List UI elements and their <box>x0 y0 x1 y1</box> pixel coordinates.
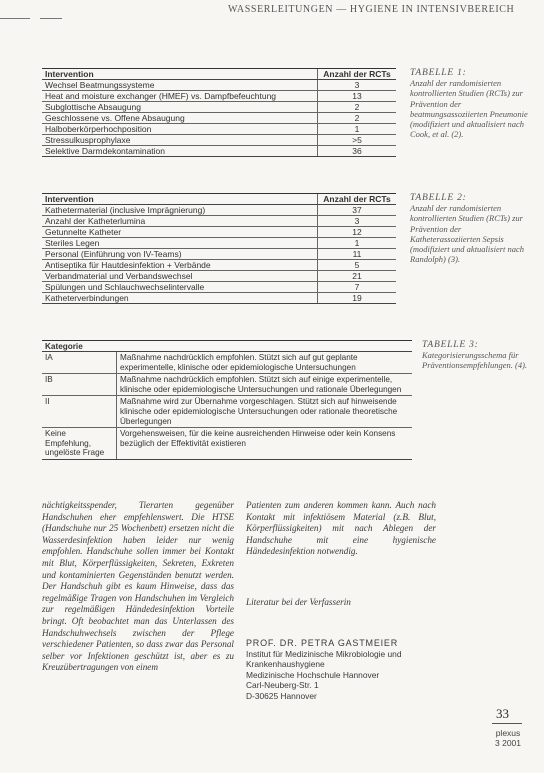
rct-count-cell: 19 <box>318 293 397 304</box>
table-header-category: Kategorie <box>42 341 412 352</box>
table-header-intervention: Intervention <box>42 69 318 80</box>
table-1 <box>42 68 396 157</box>
category-description: Maßnahme wird zur Übernahme vorgeschlagen. Stützt sich auf hinweisende klinische oder epidemiologische Untersuchungen oder rationale theoretische Überlegungen <box>117 396 413 428</box>
table-3 <box>42 340 412 460</box>
table-row <box>42 216 396 227</box>
rct-count-cell: 3 <box>318 80 397 91</box>
header-rule <box>40 18 62 19</box>
running-head: WASSERLEITUNGEN — HYGIENE IN INTENSIVBEREICH <box>228 4 515 15</box>
intervention-cell: Subglottische Absaugung <box>42 102 318 113</box>
table-row <box>42 135 396 146</box>
intervention-cell: Stressulkusprophylaxe <box>42 135 318 146</box>
category-code: IA <box>42 352 117 374</box>
caption-text: Kategorisierungsschema für Präventionsempfehlungen. (4). <box>422 350 528 371</box>
table-row <box>42 249 396 260</box>
rct-count-cell: 13 <box>318 91 397 102</box>
rct-count-cell: 37 <box>318 205 397 216</box>
intervention-cell: Wechsel Beatmungssysteme <box>42 80 318 91</box>
table-row <box>42 396 412 428</box>
intervention-cell: Halboberkörperhochposition <box>42 124 318 135</box>
intervention-cell: Antiseptika für Hautdesinfektion + Verbände <box>42 260 318 271</box>
author-address-line: Carl-Neuberg-Str. 1 <box>246 680 319 691</box>
category-code: Keine Empfehlung, ungelöste Frage <box>42 428 117 460</box>
caption-text: Anzahl der randomisierten kontrollierten Studien (RCTs) zur Prävention der beatmungsassoziierten Pneumonie (modifiziert und aktualisiert nach Cook, et al. (2). <box>410 78 528 140</box>
intervention-cell: Geschlossene vs. Offene Absaugung <box>42 113 318 124</box>
rct-count-cell: >5 <box>318 135 397 146</box>
journal-info <box>490 728 526 748</box>
table-row <box>42 374 412 396</box>
rct-count-cell: 2 <box>318 113 397 124</box>
caption-text: Anzahl der randomisierten kontrollierten Studien (RCTs) zur Prävention der Katheterassoziierten Sepsis (modifiziert und aktualisiert nach Randolph) (3). <box>410 203 525 265</box>
table-2-caption <box>410 193 532 264</box>
table-row <box>42 113 396 124</box>
table-header-count: Anzahl der RCTs <box>318 194 397 205</box>
table-2 <box>42 193 396 304</box>
category-description: Vorgehensweisen, für die keine ausreichenden Hinweise oder kein Konsens bezüglich der Effektivität existieren <box>117 428 413 460</box>
author-address-line: Institut für Medizinische Mikrobiologie und <box>246 648 402 659</box>
intervention-cell: Anzahl der Katheterlumina <box>42 216 318 227</box>
caption-title: TABELLE 3: <box>422 340 479 350</box>
caption-title: TABELLE 1: <box>410 68 467 78</box>
rct-count-cell: 5 <box>318 260 397 271</box>
author-address-line: Krankenhaushygiene <box>246 659 325 670</box>
table-row <box>42 146 396 157</box>
category-description: Maßnahme nachdrücklich empfohlen. Stützt sich auf einige experimentelle, klinische oder epidemiologische Untersuchungen und rationale Überlegungen <box>117 374 413 396</box>
table-3-caption <box>422 340 534 371</box>
literature-note: Literatur bei der Verfasserin <box>246 597 351 607</box>
table-row <box>42 238 396 249</box>
rct-count-cell: 1 <box>318 124 397 135</box>
table-1-caption <box>410 68 532 139</box>
table-row <box>42 293 396 304</box>
table-header-count: Anzahl der RCTs <box>318 69 397 80</box>
table-row <box>42 227 396 238</box>
rct-count-cell: 2 <box>318 102 397 113</box>
author-address-line: D-30625 Hannover <box>246 690 317 701</box>
table-row <box>42 124 396 135</box>
table-row <box>42 91 396 102</box>
intervention-cell: Personal (Einführung von IV-Teams) <box>42 249 318 260</box>
table-row <box>42 271 396 282</box>
table-row <box>42 80 396 91</box>
intervention-cell: Kathetermaterial (inclusive Imprägnierung) <box>42 205 318 216</box>
caption-title: TABELLE 2: <box>410 193 467 203</box>
author-address-line: Medizinische Hochschule Hannover <box>246 669 380 680</box>
body-text-left: nächtigkeitsspender, Tierarten gegenüber Handschuhen eher empfehlenswert. Die HTSE (Handschuhe nur 25 Wochenbett) ersetzen nicht die Wasserdesinfektion haben leider nur wenig empfohlen. Handschuhe sollen immer bei Kontakt mit Blut, Körperflüssigkeiten, Sekreten, Exkreten und kontaminierten Gegenständen benutzt werden. Der Handschuh gibt es kaum Hinweise, dass das regelmäßige Tragen von Handschuhen im Vergleich zur regelmäßigen Händedesinfektion Vorteile bringt. Oft beobachtet man das Unterlassen des Handschuhwechsels zwischen der Pflege verschiedener Patienten, so dass zwar das Personal selber vor Infektionen geschützt ist, aber es zu Kreuzübertragungen von einem <box>42 500 234 673</box>
author-name: PROF. DR. PETRA GASTMEIER <box>246 638 399 648</box>
rct-count-cell: 36 <box>318 146 397 157</box>
intervention-cell: Getunnelte Katheter <box>42 227 318 238</box>
journal-issue: 3 2001 <box>495 738 521 748</box>
rct-count-cell: 7 <box>318 282 397 293</box>
category-description: Maßnahme nachdrücklich empfohlen. Stützt sich auf gut geplante experimentelle, klinische oder epidemiologische Untersuchungen <box>117 352 413 374</box>
rct-count-cell: 11 <box>318 249 397 260</box>
intervention-cell: Steriles Legen <box>42 238 318 249</box>
author-block <box>246 638 436 702</box>
page-number: 33 <box>496 706 509 721</box>
intervention-cell: Heat and moisture exchanger (HMEF) vs. Dampfbefeuchtung <box>42 91 318 102</box>
rct-count-cell: 1 <box>318 238 397 249</box>
table-header-intervention: Intervention <box>42 194 318 205</box>
rct-count-cell: 12 <box>318 227 397 238</box>
table-row <box>42 102 396 113</box>
header-rule <box>0 18 30 19</box>
table-row <box>42 352 412 374</box>
rct-count-cell: 3 <box>318 216 397 227</box>
intervention-cell: Katheterverbindungen <box>42 293 318 304</box>
journal-name: plexus <box>495 728 521 738</box>
intervention-cell: Selektive Darmdekontamination <box>42 146 318 157</box>
rct-count-cell: 21 <box>318 271 397 282</box>
body-text-right: Patienten zum anderen kommen kann. Auch nach Kontakt mit infektiösem Material (z.B. Blut, Körperflüssigkeiten) mit nach Ablegen der Handschuhe mit eine hygienische Händedesinfektion notwendig. <box>246 500 436 557</box>
category-code: II <box>42 396 117 428</box>
table-row <box>42 205 396 216</box>
table-row <box>42 260 396 271</box>
intervention-cell: Spülungen und Schlauchwechselintervalle <box>42 282 318 293</box>
table-row <box>42 282 396 293</box>
intervention-cell: Verbandmaterial und Verbandswechsel <box>42 271 318 282</box>
category-code: IB <box>42 374 117 396</box>
table-row <box>42 428 412 460</box>
page-number-rule <box>492 723 522 724</box>
